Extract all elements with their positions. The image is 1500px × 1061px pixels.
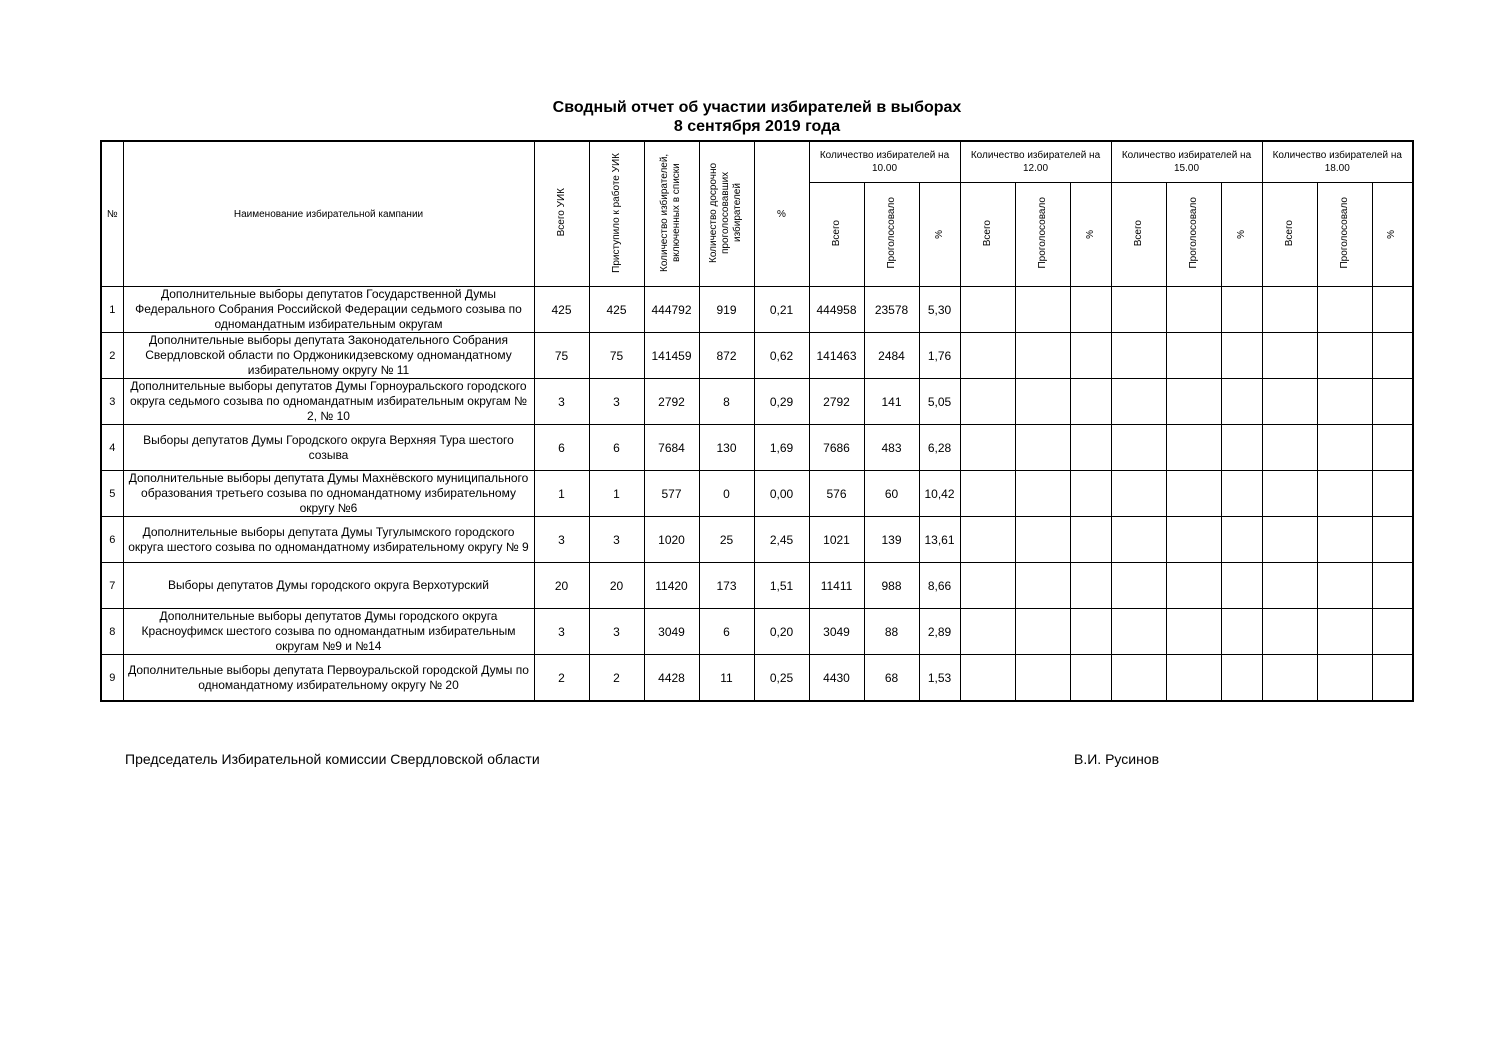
empty-cell	[1221, 333, 1262, 379]
empty-cell	[1166, 563, 1221, 609]
empty-cell	[1221, 655, 1262, 702]
empty-cell	[1262, 425, 1317, 471]
empty-cell	[1166, 517, 1221, 563]
total-uik-cell: 1	[534, 471, 589, 517]
voted-10-cell: 68	[864, 655, 919, 702]
empty-cell	[960, 287, 1015, 333]
voters-cell: 2792	[644, 379, 699, 425]
early-percent-cell: 0,00	[754, 471, 809, 517]
campaign-name: Дополнительные выборы депутата Первоуральской городской Думы по одномандатному избирательному округу № 20	[123, 655, 534, 702]
empty-cell	[1070, 287, 1111, 333]
empty-cell	[960, 333, 1015, 379]
total-10-cell: 3049	[809, 609, 864, 655]
empty-cell	[1317, 425, 1372, 471]
header-started-uik: Приступило к работе УИК	[589, 141, 644, 287]
empty-cell	[1317, 609, 1372, 655]
voters-cell: 444792	[644, 287, 699, 333]
early-percent-cell: 0,20	[754, 609, 809, 655]
empty-cell	[1372, 333, 1413, 379]
started-uik-cell: 2	[589, 655, 644, 702]
row-number: 4	[101, 425, 123, 471]
table-row	[101, 655, 1413, 702]
subheader-total-15: Всего	[1111, 183, 1166, 287]
empty-cell	[1015, 609, 1070, 655]
empty-cell	[1262, 379, 1317, 425]
subheader-percent-10: %	[919, 183, 960, 287]
voted-10-cell: 2484	[864, 333, 919, 379]
voters-cell: 1020	[644, 517, 699, 563]
campaign-name: Дополнительные выборы депутатов Государственной Думы Федерального Собрания Российской Федерации седьмого созыва по одномандатным избирательным округам	[123, 287, 534, 333]
voters-cell: 3049	[644, 609, 699, 655]
empty-cell	[960, 425, 1015, 471]
early-voters-cell: 6	[699, 609, 754, 655]
early-percent-cell: 2,45	[754, 517, 809, 563]
subheader-total-18: Всего	[1262, 183, 1317, 287]
empty-cell	[1070, 517, 1111, 563]
total-10-cell: 576	[809, 471, 864, 517]
empty-cell	[1221, 425, 1262, 471]
empty-cell	[1070, 609, 1111, 655]
voted-10-cell: 60	[864, 471, 919, 517]
empty-cell	[1070, 333, 1111, 379]
empty-cell	[1262, 471, 1317, 517]
empty-cell	[1015, 287, 1070, 333]
subheader-voted-12: Проголосовало	[1015, 183, 1070, 287]
empty-cell	[1262, 609, 1317, 655]
voted-10-cell: 483	[864, 425, 919, 471]
empty-cell	[1015, 471, 1070, 517]
empty-cell	[1317, 563, 1372, 609]
started-uik-cell: 1	[589, 471, 644, 517]
empty-cell	[960, 471, 1015, 517]
campaign-name: Дополнительные выборы депутатов Думы Горноуральского городского округа седьмого созыва по одномандатным избирательным округам № 2, № 10	[123, 379, 534, 425]
empty-cell	[1166, 655, 1221, 702]
empty-cell	[1262, 517, 1317, 563]
empty-cell	[1317, 517, 1372, 563]
row-number: 5	[101, 471, 123, 517]
total-uik-cell: 2	[534, 655, 589, 702]
empty-cell	[1221, 517, 1262, 563]
empty-cell	[1166, 333, 1221, 379]
header-early-voters: Количество досрочно проголосовавших избирателей	[699, 141, 754, 287]
percent-10-cell: 5,30	[919, 287, 960, 333]
empty-cell	[1372, 609, 1413, 655]
voted-10-cell: 988	[864, 563, 919, 609]
empty-cell	[1111, 471, 1166, 517]
header-group-12: Количество избирателей на 12.00	[960, 141, 1111, 183]
empty-cell	[1111, 333, 1166, 379]
campaign-name: Дополнительные выборы депутата Думы Тугулымского городского округа шестого созыва по одномандатному избирательному округу № 9	[123, 517, 534, 563]
empty-cell	[1070, 655, 1111, 702]
total-uik-cell: 3	[534, 379, 589, 425]
empty-cell	[960, 655, 1015, 702]
empty-cell	[1221, 563, 1262, 609]
started-uik-cell: 20	[589, 563, 644, 609]
empty-cell	[960, 379, 1015, 425]
empty-cell	[1070, 425, 1111, 471]
empty-cell	[1015, 379, 1070, 425]
empty-cell	[1111, 287, 1166, 333]
early-percent-cell: 1,51	[754, 563, 809, 609]
empty-cell	[1111, 517, 1166, 563]
started-uik-cell: 425	[589, 287, 644, 333]
started-uik-cell: 3	[589, 379, 644, 425]
row-number: 1	[101, 287, 123, 333]
signer-position: Председатель Избирательной комиссии Свердловской области	[125, 751, 540, 767]
early-percent-cell: 0,29	[754, 379, 809, 425]
table-row	[101, 287, 1413, 333]
campaign-name: Дополнительные выборы депутата Законодательного Собрания Свердловской области по Орджоникидзевскому одномандатному избирательному округу № 11	[123, 333, 534, 379]
subheader-total-12: Всего	[960, 183, 1015, 287]
percent-10-cell: 13,61	[919, 517, 960, 563]
total-uik-cell: 6	[534, 425, 589, 471]
empty-cell	[1111, 425, 1166, 471]
empty-cell	[1015, 425, 1070, 471]
report-title: Сводный отчет об участии избирателей в выборах	[552, 99, 962, 116]
empty-cell	[1317, 287, 1372, 333]
campaign-name: Выборы депутатов Думы Городского округа Верхняя Тура шестого созыва	[123, 425, 534, 471]
early-voters-cell: 11	[699, 655, 754, 702]
empty-cell	[1015, 655, 1070, 702]
percent-10-cell: 10,42	[919, 471, 960, 517]
empty-cell	[1372, 471, 1413, 517]
turnout-table	[100, 140, 1414, 702]
empty-cell	[1015, 333, 1070, 379]
early-percent-cell: 1,69	[754, 425, 809, 471]
empty-cell	[1070, 379, 1111, 425]
empty-cell	[1317, 379, 1372, 425]
early-voters-cell: 8	[699, 379, 754, 425]
total-uik-cell: 3	[534, 517, 589, 563]
voted-10-cell: 23578	[864, 287, 919, 333]
early-percent-cell: 0,62	[754, 333, 809, 379]
header-total-uik: Всего УИК	[534, 141, 589, 287]
voted-10-cell: 141	[864, 379, 919, 425]
empty-cell	[960, 517, 1015, 563]
empty-cell	[960, 609, 1015, 655]
empty-cell	[1317, 333, 1372, 379]
early-percent-cell: 0,25	[754, 655, 809, 702]
early-percent-cell: 0,21	[754, 287, 809, 333]
empty-cell	[1221, 471, 1262, 517]
row-number: 8	[101, 609, 123, 655]
campaign-name: Дополнительные выборы депутатов Думы городского округа Красноуфимск шестого созыва по одномандатным избирательным округам №9 и №14	[123, 609, 534, 655]
empty-cell	[1317, 655, 1372, 702]
percent-10-cell: 1,76	[919, 333, 960, 379]
empty-cell	[1070, 471, 1111, 517]
table-row	[101, 425, 1413, 471]
total-10-cell: 2792	[809, 379, 864, 425]
subheader-voted-10: Проголосовало	[864, 183, 919, 287]
total-10-cell: 7686	[809, 425, 864, 471]
voted-10-cell: 88	[864, 609, 919, 655]
total-10-cell: 1021	[809, 517, 864, 563]
empty-cell	[1221, 287, 1262, 333]
empty-cell	[1317, 471, 1372, 517]
empty-cell	[1166, 471, 1221, 517]
campaign-name: Дополнительные выборы депутата Думы Махнёвского муниципального образования третьего созыва по одномандатному избирательному округу №6	[123, 471, 534, 517]
header-campaign-name: Наименование избирательной кампании	[123, 141, 534, 287]
header-group-10: Количество избирателей на 10.00	[809, 141, 960, 183]
report-date: 8 сентября 2019 года	[673, 118, 841, 135]
voters-cell: 7684	[644, 425, 699, 471]
empty-cell	[1111, 655, 1166, 702]
empty-cell	[1111, 563, 1166, 609]
empty-cell	[1070, 563, 1111, 609]
table-row	[101, 471, 1413, 517]
voters-cell: 11420	[644, 563, 699, 609]
empty-cell	[1166, 379, 1221, 425]
early-voters-cell: 25	[699, 517, 754, 563]
table-row	[101, 609, 1413, 655]
subheader-percent-18: %	[1372, 183, 1413, 287]
empty-cell	[1262, 563, 1317, 609]
subheader-percent-12: %	[1070, 183, 1111, 287]
empty-cell	[1015, 563, 1070, 609]
voters-cell: 4428	[644, 655, 699, 702]
table-row	[101, 563, 1413, 609]
empty-cell	[1372, 655, 1413, 702]
subheader-total-10: Всего	[809, 183, 864, 287]
percent-10-cell: 6,28	[919, 425, 960, 471]
started-uik-cell: 75	[589, 333, 644, 379]
total-10-cell: 4430	[809, 655, 864, 702]
started-uik-cell: 6	[589, 425, 644, 471]
table-row	[101, 379, 1413, 425]
empty-cell	[1166, 609, 1221, 655]
empty-cell	[1015, 517, 1070, 563]
empty-cell	[1372, 517, 1413, 563]
empty-cell	[1262, 333, 1317, 379]
percent-10-cell: 8,66	[919, 563, 960, 609]
empty-cell	[1166, 425, 1221, 471]
signer-name: В.И. Русинов	[1074, 751, 1160, 767]
total-10-cell: 11411	[809, 563, 864, 609]
empty-cell	[1166, 287, 1221, 333]
header-voters-count: Количество избирателей, включенных в списки	[644, 141, 699, 287]
voters-cell: 577	[644, 471, 699, 517]
total-10-cell: 444958	[809, 287, 864, 333]
early-voters-cell: 872	[699, 333, 754, 379]
early-voters-cell: 0	[699, 471, 754, 517]
early-voters-cell: 919	[699, 287, 754, 333]
started-uik-cell: 3	[589, 517, 644, 563]
percent-10-cell: 5,05	[919, 379, 960, 425]
header-group-15: Количество избирателей на 15.00	[1111, 141, 1262, 183]
row-number: 2	[101, 333, 123, 379]
total-uik-cell: 3	[534, 609, 589, 655]
campaign-name: Выборы депутатов Думы городского округа Верхотурский	[123, 563, 534, 609]
subheader-voted-15: Проголосовало	[1166, 183, 1221, 287]
header-number: №	[101, 141, 123, 287]
empty-cell	[1262, 655, 1317, 702]
early-voters-cell: 130	[699, 425, 754, 471]
early-voters-cell: 173	[699, 563, 754, 609]
voted-10-cell: 139	[864, 517, 919, 563]
percent-10-cell: 2,89	[919, 609, 960, 655]
total-10-cell: 141463	[809, 333, 864, 379]
started-uik-cell: 3	[589, 609, 644, 655]
subheader-voted-18: Проголосовало	[1317, 183, 1372, 287]
table-row	[101, 517, 1413, 563]
empty-cell	[1221, 379, 1262, 425]
voters-cell: 141459	[644, 333, 699, 379]
empty-cell	[1221, 609, 1262, 655]
header-percent: %	[754, 141, 809, 287]
row-number: 6	[101, 517, 123, 563]
empty-cell	[1372, 563, 1413, 609]
row-number: 7	[101, 563, 123, 609]
table-row	[101, 333, 1413, 379]
header-group-18: Количество избирателей на 18.00	[1262, 141, 1413, 183]
subheader-percent-15: %	[1221, 183, 1262, 287]
total-uik-cell: 425	[534, 287, 589, 333]
empty-cell	[1372, 425, 1413, 471]
percent-10-cell: 1,53	[919, 655, 960, 702]
empty-cell	[1262, 287, 1317, 333]
empty-cell	[1372, 379, 1413, 425]
total-uik-cell: 20	[534, 563, 589, 609]
empty-cell	[1372, 287, 1413, 333]
empty-cell	[1111, 379, 1166, 425]
empty-cell	[960, 563, 1015, 609]
row-number: 9	[101, 655, 123, 702]
row-number: 3	[101, 379, 123, 425]
empty-cell	[1111, 609, 1166, 655]
total-uik-cell: 75	[534, 333, 589, 379]
